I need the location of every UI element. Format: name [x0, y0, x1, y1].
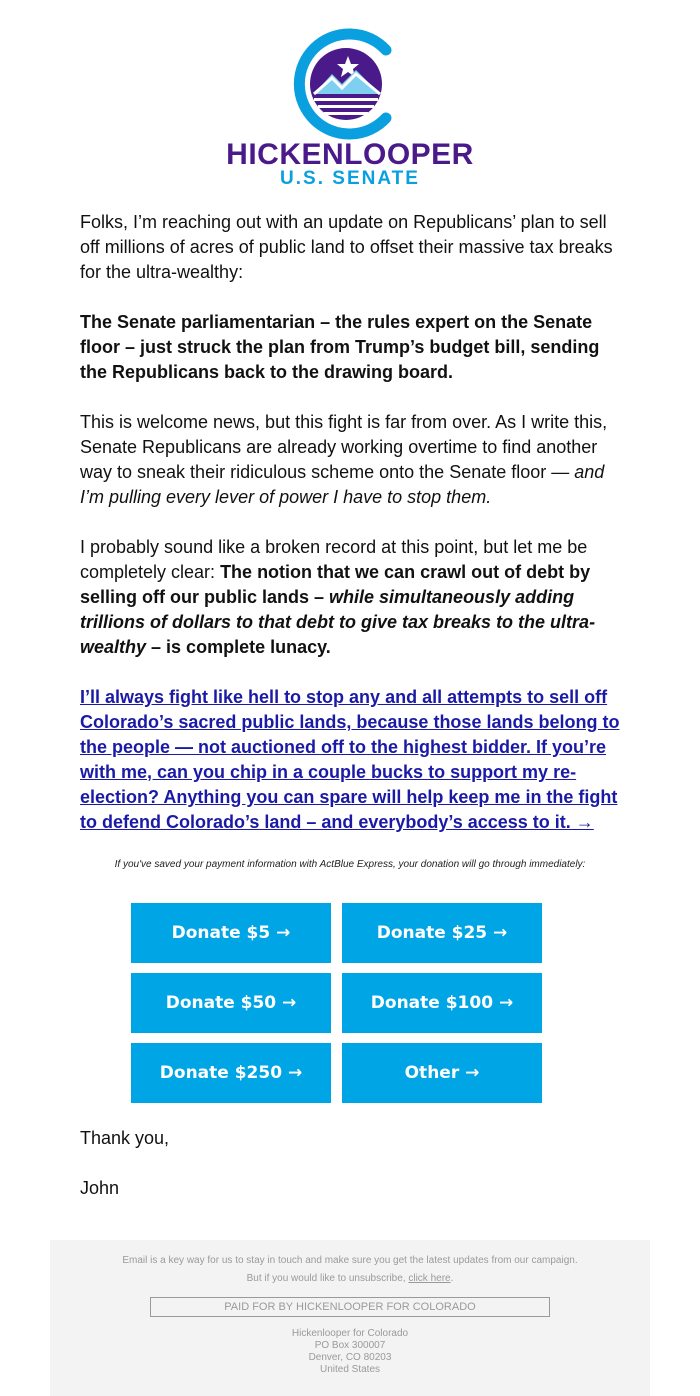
- paragraph-update-text: This is welcome news, but this fight is far from over. As I write this, Senate Republicans are already working overtime to find another way to sneak their ridiculous scheme onto the Senate floor —: [80, 412, 608, 482]
- donate-other-button[interactable]: Other →: [342, 1043, 542, 1103]
- header-logo: [0, 26, 700, 189]
- campaign-logo-icon: [290, 28, 400, 140]
- paragraph-lunacy-bolditalic: while simultaneously adding trillions of dollars to that debt to give tax breaks to the ultra-wealthy: [80, 587, 596, 657]
- paragraph-lunacy-plain: I probably sound like a broken record at this point, but let me be completely clear:: [80, 537, 588, 582]
- address-line: United States: [319, 1364, 381, 1375]
- donate-100-button[interactable]: Donate $100 →: [342, 973, 542, 1033]
- logo-name: HICKENLOOPER: [226, 138, 474, 171]
- address-line: Denver, CO 80203: [308, 1352, 392, 1363]
- paragraph-update: [80, 410, 625, 510]
- paragraph-lunacy-bold2: – is complete lunacy.: [146, 637, 331, 657]
- donate-25-button[interactable]: Donate $25 →: [342, 903, 542, 963]
- footer-address: [50, 1328, 650, 1376]
- paragraph-intro: Folks, I’m reaching out with an update on Republicans’ plan to sell off millions of acres of public land to offset their massive tax breaks for the ultra-wealthy:: [80, 212, 613, 282]
- paragraph-lunacy: [80, 535, 625, 660]
- signoff-name: John: [80, 1178, 120, 1198]
- paragraph-update-italic: and I’m pulling every lever of power I have to stop them.: [80, 462, 605, 507]
- footer-unsubscribe-prefix: But if you would like to unsubscribe,: [246, 1273, 409, 1284]
- address-line: Hickenlooper for Colorado: [291, 1328, 409, 1339]
- cta-donate-link[interactable]: I’ll always fight like hell to stop any and all attempts to sell off Colorado’s sacred public lands, because those lands belong to the people — not auctioned off to the highest bidder. If you’re with me, can you chip in a couple bucks to support my re-election? Anything you can spare will help keep me in the fight to defend Colorado’s land – and everybody’s access to it. →: [80, 687, 620, 832]
- email-body: [80, 210, 625, 855]
- actblue-express-note: If you've saved your payment information with ActBlue Express, your donation will go through immediately:: [114, 859, 586, 870]
- footer-unsubscribe-suffix: .: [450, 1273, 454, 1284]
- paid-for-disclaimer: PAID FOR BY HICKENLOOPER FOR COLORADO: [150, 1297, 550, 1317]
- paragraph-parliamentarian: The Senate parliamentarian – the rules expert on the Senate floor – just struck the plan from Trump’s budget bill, sending the Republicans back to the drawing board.: [80, 312, 600, 382]
- donate-50-button[interactable]: Donate $50 →: [131, 973, 331, 1033]
- paragraph-lunacy-bold1: The notion that we can crawl out of debt by selling off our public lands –: [80, 562, 591, 607]
- email-footer: [50, 1240, 650, 1396]
- signoff-thanks: Thank you,: [80, 1128, 170, 1148]
- cta-paragraph: [80, 685, 625, 835]
- address-line: PO Box 300007: [314, 1340, 386, 1351]
- footer-unsubscribe-line: [50, 1273, 650, 1285]
- unsubscribe-link[interactable]: click here: [408, 1273, 451, 1284]
- logo-subtitle: U.S. SENATE: [280, 168, 420, 189]
- donate-250-button[interactable]: Donate $250 →: [131, 1043, 331, 1103]
- donate-5-button[interactable]: Donate $5 →: [131, 903, 331, 963]
- footer-email-note: Email is a key way for us to stay in touch and make sure you get the latest updates from our campaign.: [122, 1255, 578, 1266]
